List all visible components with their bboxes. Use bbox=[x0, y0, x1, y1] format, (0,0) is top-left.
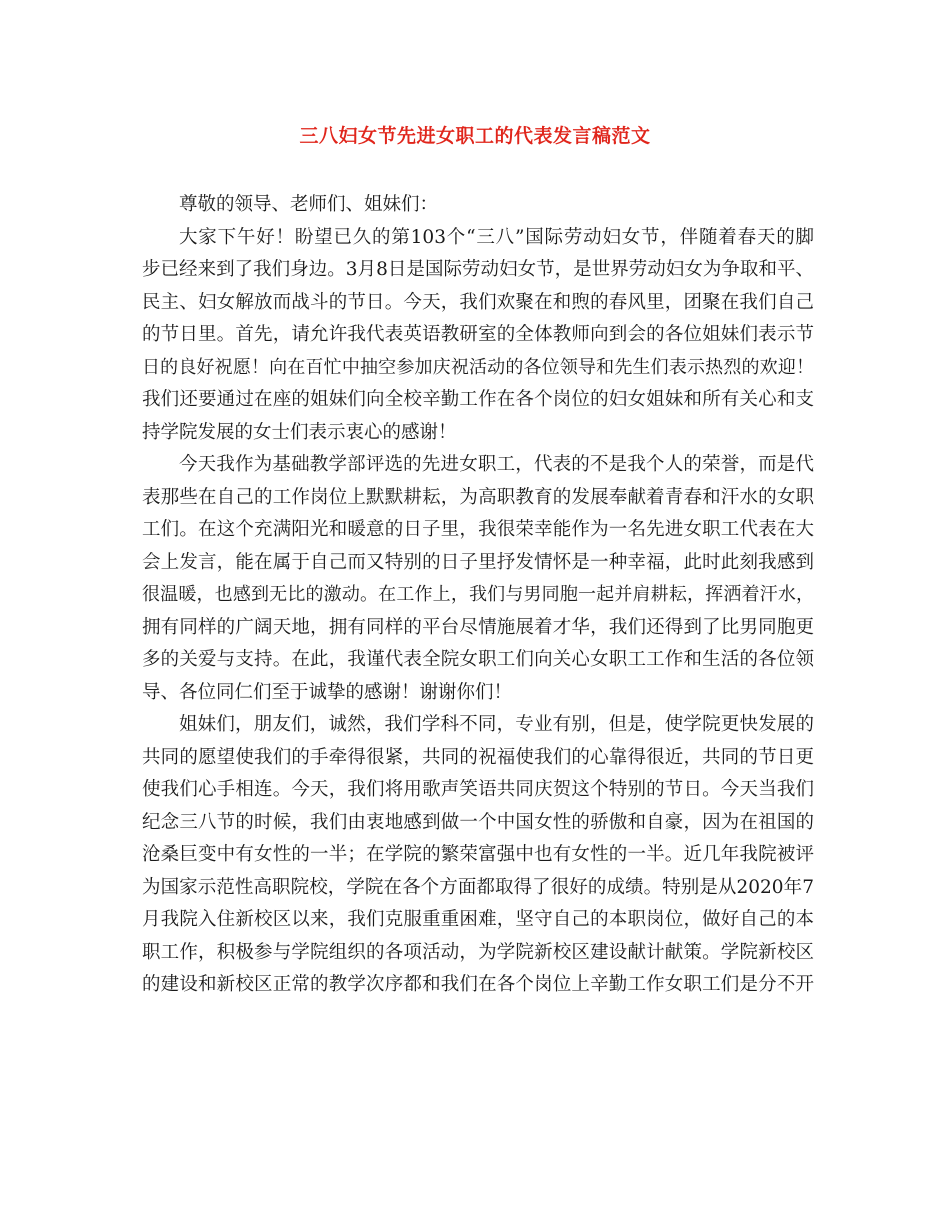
text-line: 多的关爱与支持。在此，我谨代表全院女职工们向关心女职工工作和生活的各位领 bbox=[142, 649, 814, 670]
text-line: 纪念三八节的时候，我们由衷地感到做一个中国女性的骄傲和自豪，因为在祖国的 bbox=[142, 811, 814, 833]
text-line: 我们还要通过在座的姐妹们向全校辛勤工作在各个岗位的妇女姐妹和所有关心和支 bbox=[142, 389, 814, 410]
text-line: 使我们心手相连。今天，我们将用歌声笑语共同庆贺这个特别的节日。今天当我们 bbox=[142, 779, 814, 800]
text-line: 持学院发展的女士们表示衷心的感谢！ bbox=[142, 421, 457, 443]
text-line: 为国家示范性高职院校，学院在各个方面都取得了很好的成绩。特别是从2020年7 bbox=[142, 876, 814, 898]
text-line: 拥有同样的广阔天地，拥有同样的平台尽情施展着才华，我们还得到了比男同胞更 bbox=[142, 616, 814, 638]
document-title: 三八妇女节先进女职工的代表发言稿范文 bbox=[299, 125, 651, 147]
text-line: 会上发言，能在属于自己而又特别的日子里抒发情怀是一种幸福，此时此刻我感到 bbox=[142, 551, 814, 573]
text-line: 职工作，积极参与学院组织的各项活动，为学院新校区建设献计献策。学院新校区 bbox=[142, 941, 814, 963]
text-line: 工们。在这个充满阳光和暖意的日子里，我很荣幸能作为一名先进女职工代表在大 bbox=[142, 519, 814, 540]
text-line: 表那些在自己的工作岗位上默默耕耘，为高职教育的发展奉献着青春和汗水的女职 bbox=[142, 486, 814, 508]
text-line: 日的良好祝愿！向在百忙中抽空参加庆祝活动的各位领导和先生们表示热烈的欢迎！ bbox=[142, 356, 814, 378]
text-line: 的建设和新校区正常的教学次序都和我们在各个岗位上辛勤工作女职工们是分不开 bbox=[142, 974, 814, 995]
text-line: 月我院入住新校区以来，我们克服重重困难，坚守自己的本职岗位，做好自己的本 bbox=[142, 909, 814, 930]
text-line: 导、各位同仁们至于诚挚的感谢！谢谢你们！ bbox=[142, 681, 513, 703]
text-line: 今天我作为基础教学部评选的先进女职工，代表的不是我个人的荣誉，而是代 bbox=[179, 454, 814, 475]
document-body bbox=[142, 189, 814, 1002]
text-line: 很温暖，也感到无比的激动。在工作上，我们与男同胞一起并肩耕耘，挥洒着汗水， bbox=[142, 584, 814, 605]
text-line: 姐妹们，朋友们，诚然，我们学科不同，专业有别，但是，使学院更快发展的 bbox=[179, 714, 814, 735]
text-line: 沧桑巨变中有女性的一半；在学院的繁荣富强中也有女性的一半。近几年我院被评 bbox=[142, 844, 814, 865]
text-line: 尊敬的领导、老师们、姐妹们： bbox=[179, 194, 439, 215]
text-line: 的节日里。首先，请允许我代表英语教研室的全体教师向到会的各位姐妹们表示节 bbox=[142, 324, 814, 345]
text-line: 共同的愿望使我们的手牵得很紧，共同的祝福使我们的心靠得很近，共同的节日更 bbox=[142, 746, 814, 768]
text-line: 大家下午好！盼望已久的第103个“三八”国际劳动妇女节，伴随着春天的脚 bbox=[179, 226, 814, 248]
text-line: 民主、妇女解放而战斗的节日。今天，我们欢聚在和煦的春风里，团聚在我们自己 bbox=[142, 291, 814, 313]
text-line: 步已经来到了我们身边。3月8日是国际劳动妇女节，是世界劳动妇女为争取和平、 bbox=[142, 259, 814, 280]
